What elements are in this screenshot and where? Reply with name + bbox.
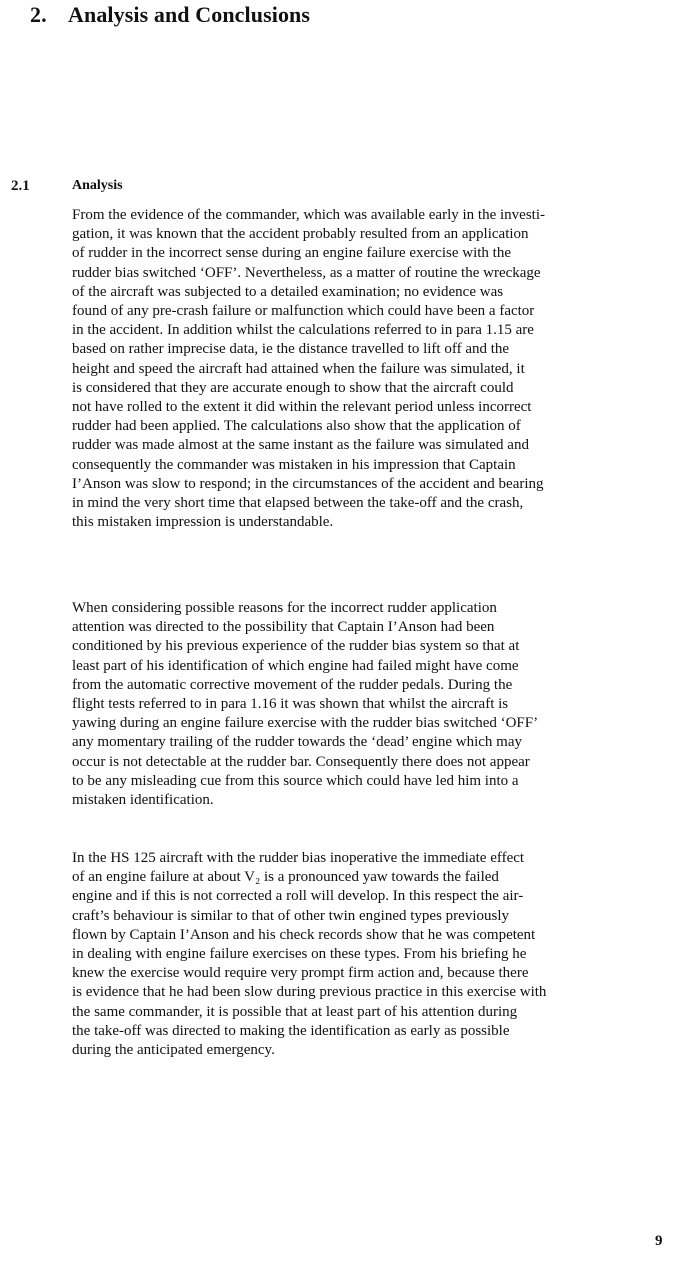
text-line: of rudder in the incorrect sense during an engine failure exercise with the (72, 245, 511, 262)
text-line: height and speed the aircraft had attained when the failure was simulated, it (72, 360, 525, 377)
text-line: attention was directed to the possibility that Captain I’Anson had been (72, 619, 495, 636)
text-line: based on rather imprecise data, ie the distance travelled to lift off and the (72, 341, 510, 358)
text-line: in dealing with engine failure exercises on these types. From his briefing he (72, 946, 527, 963)
text-line: I’Anson was slow to respond; in the circumstances of the accident and bearing (72, 475, 544, 492)
section-number: 2. (30, 2, 47, 27)
text-line: is evidence that he had been slow during previous practice in this exercise with (72, 984, 547, 1001)
text-line: gation, it was known that the accident probably resulted from an application (72, 226, 529, 243)
text-line: is considered that they are accurate enough to show that the aircraft could (72, 379, 514, 396)
text-line: engine and if this is not corrected a roll will develop. In this respect the air- (72, 888, 524, 905)
text-line: rudder had been applied. The calculations also show that the application of (72, 418, 521, 435)
text-line: of the aircraft was subjected to a detailed examination; no evidence was (72, 283, 504, 300)
text-line: to be any misleading cue from this source which could have led him into a (72, 772, 519, 789)
text-line: rudder was made almost at the same instant as the failure was simulated and (72, 437, 529, 454)
paragraph-3 (72, 849, 687, 1060)
text-line: the same commander, it is possible that at least part of his attention during (72, 1003, 518, 1020)
text-line: least part of his identification of which engine had failed might have come (72, 657, 519, 674)
text-line: occur is not detectable at the rudder bar. Consequently there does not appear (72, 753, 530, 770)
text-line: mistaken identification. (72, 792, 214, 809)
text-line: When considering possible reasons for the incorrect rudder application (72, 600, 497, 616)
text-line: not have rolled to the extent it did within the relevant period unless incorrect (72, 399, 532, 416)
text-line: From the evidence of the commander, which was available early in the investi- (72, 207, 545, 223)
section-heading (30, 2, 310, 28)
text-line: flight tests referred to in para 1.16 it was shown that whilst the aircraft is (72, 696, 509, 713)
text-line: the take-off was directed to making the identification as early as possible (72, 1022, 510, 1039)
text-line: this mistaken impression is understandable. (72, 514, 334, 531)
text-line: knew the exercise would require very prompt firm action and, because there (72, 965, 529, 982)
text-line: of an engine failure at about V₂ is a pronounced yaw towards the failed (72, 869, 499, 886)
subsection-number: 2.1 (11, 178, 30, 194)
text-line: rudder bias switched ‘OFF’. Nevertheless, as a matter of routine the wreckage (72, 264, 541, 281)
paragraph-1 (72, 206, 687, 532)
text-line: yawing during an engine failure exercise with the rudder bias switched ‘OFF’ (72, 715, 539, 732)
subsection-title: Analysis (72, 178, 123, 193)
text-line: craft’s behaviour is similar to that of other twin engined types previously (72, 907, 509, 924)
text-line: consequently the commander was mistaken in his impression that Captain (72, 456, 516, 473)
text-line: in mind the very short time that elapsed between the take-off and the crash, (72, 495, 524, 512)
section-title: Analysis and Conclusions (68, 2, 311, 27)
text-line: In the HS 125 aircraft with the rudder bias inoperative the immediate effect (72, 850, 525, 866)
text-line: during the anticipated emergency. (72, 1042, 275, 1059)
text-line: from the automatic corrective movement of the rudder pedals. During the (72, 676, 513, 693)
text-line: conditioned by his previous experience of the rudder bias system so that at (72, 638, 520, 655)
text-line: in the accident. In addition whilst the calculations referred to in para 1.15 are (72, 322, 534, 339)
text-line: flown by Captain I’Anson and his check records show that he was competent (72, 926, 536, 943)
text-line: found of any pre-crash failure or malfunction which could have been a factor (72, 303, 535, 320)
text-line: any momentary trailing of the rudder towards the ‘dead’ engine which may (72, 734, 522, 751)
paragraph-2 (72, 599, 687, 810)
page-number: 9 (655, 1233, 663, 1249)
